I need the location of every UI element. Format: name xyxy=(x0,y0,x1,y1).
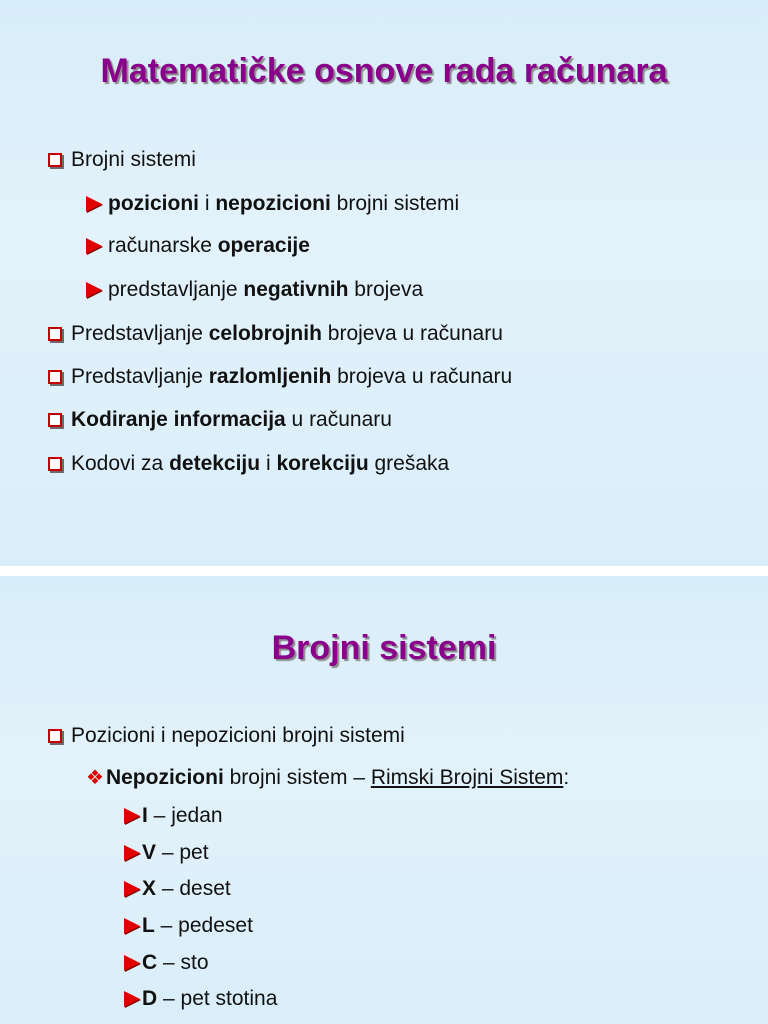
numeral-item-d: D – pet stotina xyxy=(124,987,277,1011)
list-item-kodiranje: Kodiranje informacija u računaru xyxy=(48,408,392,432)
arrow-bullet-icon xyxy=(124,991,140,1007)
list-item-negativnih: predstavljanje negativnih brojeva xyxy=(86,278,423,302)
square-bullet-icon xyxy=(48,327,62,341)
list-item-rimski: ❖ Nepozicioni brojni sistem – Rimski Brojni Sistem : xyxy=(86,766,570,789)
diamond-bullet-icon: ❖ xyxy=(86,767,104,789)
slide-2-title: Brojni sistemi xyxy=(271,629,497,667)
numeral-item-i: I – jedan xyxy=(124,804,223,828)
arrow-bullet-icon xyxy=(124,918,140,934)
arrow-bullet-icon xyxy=(124,808,140,824)
list-item-kodovi: Kodovi za detekciju i korekciju grešaka xyxy=(48,452,449,476)
slide-2 xyxy=(0,576,768,1024)
arrow-bullet-icon xyxy=(86,282,102,298)
list-item-brojni-sistemi: Brojni sistemi xyxy=(48,148,196,172)
numeral-item-v: V – pet xyxy=(124,841,209,865)
square-bullet-icon xyxy=(48,370,62,384)
list-item-celobrojnih: Predstavljanje celobrojnih brojeva u računaru xyxy=(48,322,503,346)
arrow-bullet-icon xyxy=(124,845,140,861)
numeral-item-l: L – pedeset xyxy=(124,914,253,938)
slide-1-title: Matematičke osnove rada računara xyxy=(100,52,668,90)
arrow-bullet-icon xyxy=(124,955,140,971)
numeral-item-x: X – deset xyxy=(124,877,231,901)
arrow-bullet-icon xyxy=(124,881,140,897)
rimski-link-text: Rimski Brojni Sistem xyxy=(370,766,564,789)
square-bullet-icon xyxy=(48,153,62,167)
numeral-item-c: C – sto xyxy=(124,951,209,975)
arrow-bullet-icon xyxy=(86,196,102,212)
square-bullet-icon xyxy=(48,729,62,743)
slide-separator xyxy=(0,566,768,576)
square-bullet-icon xyxy=(48,457,62,471)
square-bullet-icon xyxy=(48,413,62,427)
list-item-razlomljenih: Predstavljanje razlomljenih brojeva u računaru xyxy=(48,365,512,389)
list-item-pozicioni: pozicioni i nepozicioni brojni sistemi xyxy=(86,192,459,216)
list-item-pozicioni-nepozicioni: Pozicioni i nepozicioni brojni sistemi xyxy=(48,724,405,748)
arrow-bullet-icon xyxy=(86,238,102,254)
list-item-operacije: računarske operacije xyxy=(86,234,310,258)
